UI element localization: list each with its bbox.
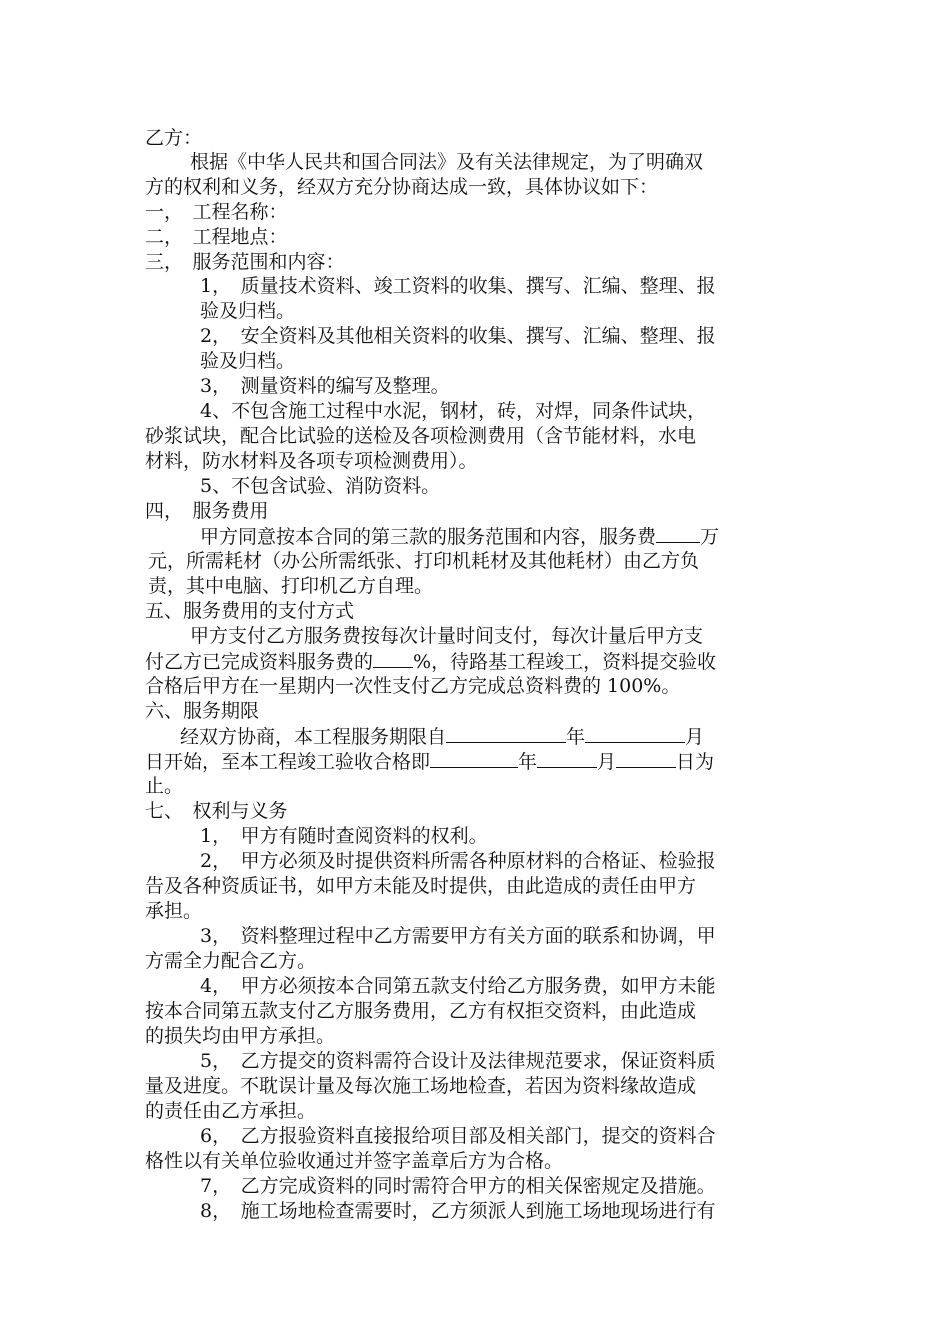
text-segment: 月 (597, 751, 617, 773)
text-line (145, 1149, 563, 1173)
text-line (200, 374, 450, 398)
text-segment: 六、服务期限 (145, 700, 260, 722)
fill-in-blank[interactable] (537, 749, 597, 768)
text-segment: 方的权利和义务，经双方充分协商达成一致，具体协议如下： (145, 176, 659, 198)
text-segment: 元，所需耗材（办公所需纸张、打印机耗材及其他耗材）由乙方负 (148, 550, 700, 572)
text-line (145, 874, 696, 898)
fill-in-blank[interactable] (446, 724, 566, 743)
text-segment: 按本合同第五款支付乙方服务费用，乙方有权拒交资料，由此造成 (145, 1000, 697, 1022)
text-segment: 方需全力配合乙方。 (145, 950, 317, 972)
text-segment: 合格后甲方在一星期内一次性支付乙方完成总资料费的 100%。 (145, 675, 681, 697)
text-segment: 七、 权利与义务 (145, 800, 288, 822)
text-segment: 4、不包含施工过程中水泥，钢材，砖，对焊，同条件试块， (200, 400, 707, 422)
text-line (148, 574, 433, 598)
text-segment: 二， 工程地点： (145, 226, 288, 248)
fill-in-blank[interactable] (430, 749, 518, 768)
text-line (200, 849, 716, 873)
text-segment: 验及归档。 (200, 350, 296, 372)
text-segment: 2， 甲方必须及时提供资料所需各种原材料的合格证、检验报 (200, 850, 716, 872)
text-segment: 年 (518, 751, 538, 773)
text-segment: 四， 服务费用 (145, 500, 269, 522)
text-segment: 日开始，至本工程竣工验收合格即 (145, 751, 431, 773)
text-segment: 3， 测量资料的编写及整理。 (200, 375, 450, 397)
text-line (145, 424, 696, 448)
text-line (145, 1074, 696, 1098)
text-segment: 万 (700, 526, 720, 548)
text-line (200, 1174, 716, 1198)
text-segment: 材料，防水材料及各项专项检测费用）。 (145, 450, 478, 472)
text-segment: 的损失均由甲方承担。 (145, 1025, 336, 1047)
text-segment: 三， 服务范围和内容： (145, 251, 345, 273)
text-segment: 7， 乙方完成资料的同时需符合甲方的相关保密规定及措施。 (200, 1175, 716, 1197)
text-segment: 五、服务费用的支付方式 (145, 600, 355, 622)
text-segment: 5， 乙方提交的资料需符合设计及法律规范要求，保证资料质 (200, 1050, 716, 1072)
text-segment: 止。 (145, 775, 184, 797)
text-segment: 的责任由乙方承担。 (145, 1100, 317, 1122)
text-segment: 责，其中电脑、打印机乙方自理。 (148, 575, 434, 597)
text-line (200, 324, 716, 348)
text-line (148, 549, 699, 573)
text-segment: 甲方支付乙方服务费按每次计量时间支付，每次计量后甲方支 (190, 625, 704, 647)
text-line (145, 674, 680, 698)
text-line (200, 924, 716, 948)
text-line (145, 1099, 316, 1123)
text-line (145, 749, 714, 774)
text-segment: 格性以有关单位验收通过并签字盖章后方为合格。 (145, 1150, 564, 1172)
text-line (200, 399, 706, 423)
text-line (200, 474, 440, 498)
text-segment: 验及归档。 (200, 300, 296, 322)
text-line (145, 126, 202, 150)
fill-in-blank[interactable] (585, 724, 685, 743)
text-line (180, 724, 704, 749)
text-segment: 日为 (676, 751, 715, 773)
text-segment: 量及进度。不耽误计量及每次施工场地检查，若因为资料缘故造成 (145, 1075, 697, 1097)
text-line (145, 599, 354, 623)
text-line (145, 774, 183, 798)
text-segment: 1， 甲方有随时查阅资料的权利。 (200, 825, 488, 847)
text-line (190, 624, 703, 648)
text-line (200, 349, 295, 373)
text-line (200, 1124, 716, 1148)
text-line (145, 699, 259, 723)
text-segment: 8， 施工场地检查需要时，乙方须派人到施工场地现场进行有 (200, 1200, 716, 1222)
text-line (190, 150, 703, 174)
text-segment: 年 (566, 726, 586, 748)
text-segment: 乙方： (145, 127, 203, 149)
text-segment: 2， 安全资料及其他相关资料的收集、撰写、汇编、整理、报 (200, 325, 716, 347)
text-line (145, 499, 269, 523)
text-line (200, 299, 295, 323)
text-line (200, 524, 719, 549)
text-line (145, 999, 696, 1023)
fill-in-blank[interactable] (616, 749, 676, 768)
text-line (200, 974, 716, 998)
fill-in-blank[interactable] (656, 524, 700, 543)
text-segment: 付乙方已完成资料服务费的 (145, 651, 374, 673)
text-segment: 根据《中华人民共和国合同法》及有关法律规定，为了明确双 (190, 151, 704, 173)
text-line (145, 225, 288, 249)
fill-in-blank[interactable] (373, 649, 413, 668)
text-line (145, 250, 345, 274)
text-segment: 承担。 (145, 900, 203, 922)
text-segment: 4， 甲方必须按本合同第五款支付给乙方服务费，如甲方未能 (200, 975, 716, 997)
text-segment: 一， 工程名称： (145, 201, 288, 223)
text-segment: %，待路基工程竣工，资料提交验收 (413, 651, 717, 673)
text-line (145, 899, 202, 923)
text-segment: 3， 资料整理过程中乙方需要甲方有关方面的联系和协调，甲 (200, 925, 716, 947)
text-line (145, 449, 478, 473)
text-line (145, 175, 658, 199)
text-segment: 甲方同意按本合同的第三款的服务范围和内容，服务费 (200, 526, 657, 548)
text-line (200, 274, 716, 298)
text-segment: 经双方协商，本工程服务期限自 (180, 726, 447, 748)
text-line (145, 799, 288, 823)
text-line (200, 1049, 716, 1073)
text-segment: 告及各种资质证书，如甲方未能及时提供，由此造成的责任由甲方 (145, 875, 697, 897)
text-line (145, 200, 288, 224)
text-segment: 月 (685, 726, 705, 748)
text-line (145, 1024, 335, 1048)
text-line (145, 949, 316, 973)
text-line (145, 649, 716, 674)
text-line (200, 1199, 716, 1223)
text-segment: 砂浆试块，配合比试验的送检及各项检测费用（含节能材料，水电 (145, 425, 697, 447)
text-segment: 1， 质量技术资料、竣工资料的收集、撰写、汇编、整理、报 (200, 275, 716, 297)
text-line (200, 824, 488, 848)
text-segment: 6， 乙方报验资料直接报给项目部及相关部门，提交的资料合 (200, 1125, 716, 1147)
text-segment: 5、不包含试验、消防资料。 (200, 475, 441, 497)
